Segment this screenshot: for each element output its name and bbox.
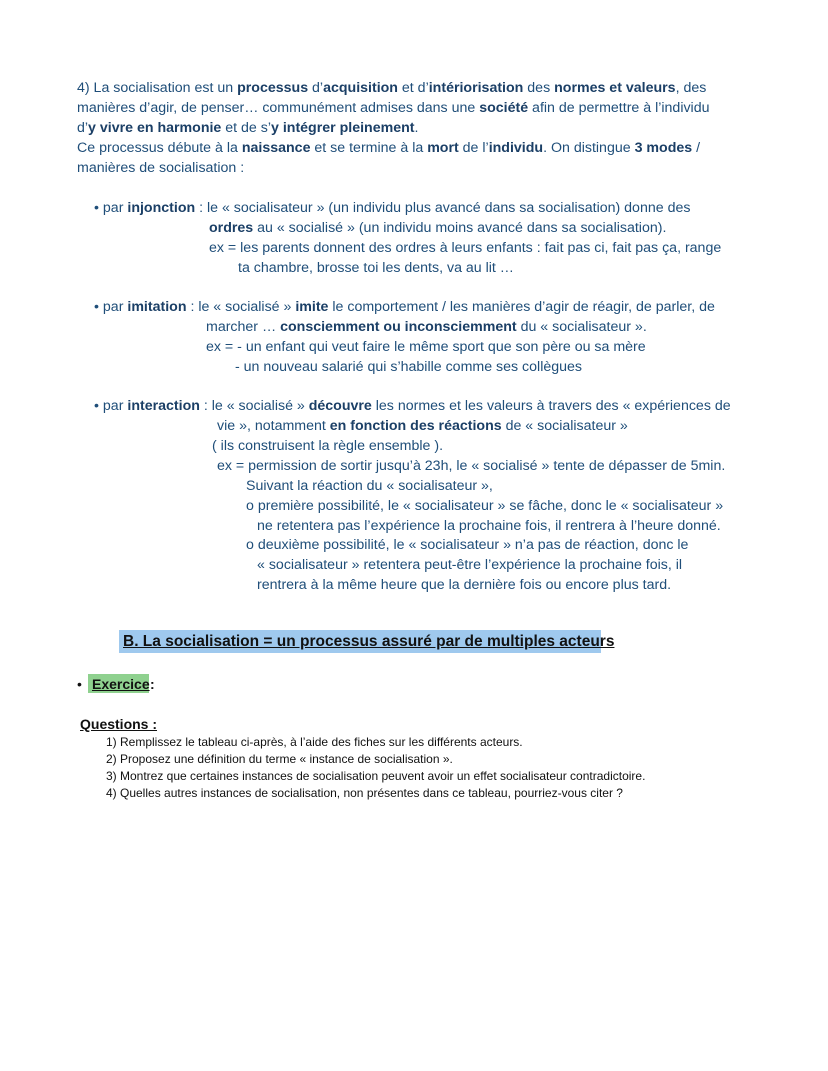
- mode-interaction-example: ex = permission de sortir jusqu’à 23h, le « socialisé » tente de dépasser de 5min.: [217, 458, 726, 474]
- exercice-label: Exercice: [92, 676, 150, 692]
- mode-interaction-line-2: vie », notamment en fonction des réactions de « socialisateur »: [217, 418, 628, 434]
- question-4: 4) Quelles autres instances de socialisation, non présentes dans ce tableau, pourriez-vous citer ?: [106, 786, 623, 800]
- bullet-icon: •: [94, 200, 99, 216]
- mode-injonction-example-cont: ta chambre, brosse toi les dents, va au lit …: [238, 260, 514, 276]
- mode-imitation-example-1: ex = - un enfant qui veut faire le même sport que son père ou sa mère: [206, 339, 646, 355]
- mode-injonction-line-2: ordres au « socialisé » (un individu moins avancé dans sa socialisation).: [209, 220, 667, 236]
- section-b-title: B. La socialisation = un processus assuré par de multiples acteurs: [123, 633, 615, 650]
- bullet-icon: •: [77, 676, 82, 692]
- intro-line-2: manières d’agir, de penser… communément admises dans une société afin de permettre à l’individu: [77, 100, 710, 116]
- mode-injonction-line-1: • par injonction : le « socialisateur » (un individu plus avancé dans sa socialisation) donne des: [94, 200, 691, 216]
- mode-interaction-option-2-cont-2: rentrera à la même heure que la dernière fois ou encore plus tard.: [257, 577, 672, 593]
- bullet-icon: •: [94, 299, 99, 315]
- intro-line-1: 4) La socialisation est un processus d’acquisition et d’intériorisation des normes et valeurs, des: [77, 80, 707, 96]
- bullet-icon: •: [94, 398, 99, 414]
- mode-interaction-option-1-cont: ne retentera pas l’expérience la prochaine fois, il rentrera à l’heure donné.: [257, 518, 721, 534]
- mode-interaction-example-2: Suivant la réaction du « socialisateur »,: [246, 478, 493, 494]
- intro-line-5: manières de socialisation :: [77, 160, 245, 176]
- mode-interaction-option-1: o première possibilité, le « socialisateur » se fâche, donc le « socialisateur »: [246, 498, 724, 514]
- exercice-colon: :: [150, 676, 155, 692]
- intro-line-3: d’y vivre en harmonie et de s’y intégrer pleinement.: [77, 120, 419, 136]
- mode-interaction-option-2: o deuxième possibilité, le « socialisateur » n’a pas de réaction, donc le: [246, 537, 689, 553]
- questions-title: Questions :: [80, 716, 158, 732]
- mode-imitation-line-1: • par imitation : le « socialisé » imite le comportement / les manières d’agir de réagir, de parler, de: [94, 299, 715, 315]
- mode-interaction-option-2-cont: « socialisateur » retentera peut-être l’expérience la prochaine fois, il: [257, 557, 683, 573]
- question-1: 1) Remplissez le tableau ci-après, à l’aide des fiches sur les différents acteurs.: [106, 735, 523, 749]
- mode-interaction-line-1: • par interaction : le « socialisé » découvre les normes et les valeurs à travers des « expériences de: [94, 398, 731, 414]
- mode-injonction-example: ex = les parents donnent des ordres à leurs enfants : fait pas ci, fait pas ça, range: [209, 240, 722, 256]
- question-3: 3) Montrez que certaines instances de socialisation peuvent avoir un effet socialisateur contradictoire.: [106, 769, 646, 783]
- question-2: 2) Proposez une définition du terme « instance de socialisation ».: [106, 752, 453, 766]
- intro-line-4: Ce processus débute à la naissance et se termine à la mort de l’individu. On distingue 3 modes /: [77, 140, 701, 156]
- mode-imitation-example-2: - un nouveau salarié qui s’habille comme ses collègues: [235, 359, 582, 375]
- mode-interaction-line-3: ( ils construisent la règle ensemble ).: [212, 438, 444, 454]
- mode-imitation-line-2: marcher … consciemment ou inconsciemment du « socialisateur ».: [206, 319, 647, 335]
